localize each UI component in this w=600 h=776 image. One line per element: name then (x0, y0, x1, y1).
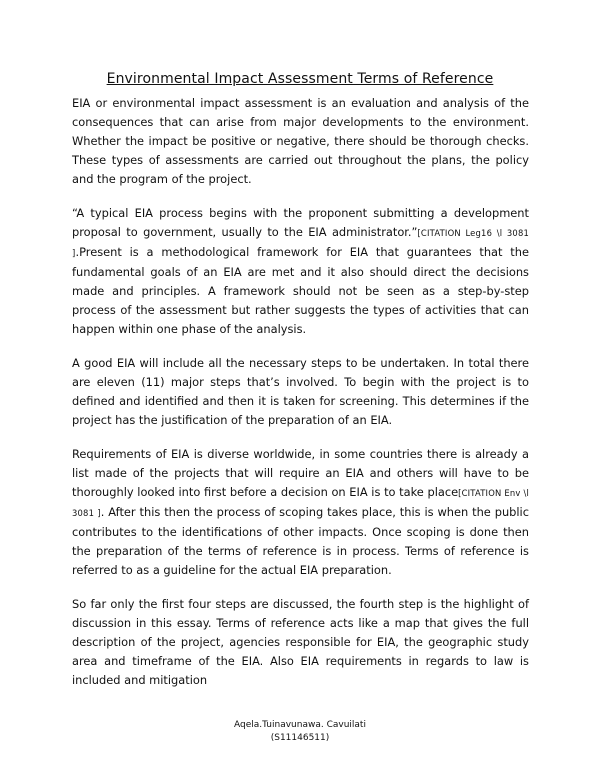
paragraph-3 (72, 354, 529, 430)
citation-env: [CITATION Env \l 3081 ] (72, 488, 529, 518)
paragraph-2 (72, 204, 529, 339)
footer-student-id: (S11146511) (270, 733, 330, 743)
paragraph-4-text-end: . After this then the process of scoping takes place, this is when the public contributes to the identifications of other impacts. Once scoping is done then the preparation of the terms of reference is in process. Terms of reference is referred to as a guideline for the actual EIA preparation. (72, 505, 529, 577)
citation-leg16: [CITATION Leg16 \l 3081 ] (72, 228, 530, 258)
paragraph-2-text-start: “A typical EIA process begins with the proponent submitting a development proposal to government, usually to the EIA administrator.” (72, 206, 529, 239)
paragraph-4-text-start: Requirements of EIA is diverse worldwide, in some countries there is already a list made of the projects that will require an EIA and others will have to be thoroughly looked into first before a decision on EIA is to take place (72, 447, 529, 499)
document-body (72, 94, 529, 705)
paragraph-3-text: A good EIA will include all the necessary steps to be undertaken. In total there are eleven (11) major steps that’s involved. To begin with the project is to defined and identified and then it is taken for screening. This determines if the project has the justification of the preparation of an EIA. (72, 356, 529, 427)
paragraph-4 (72, 445, 529, 580)
paragraph-5-text: So far only the first four steps are discussed, the fourth step is the highlight of discussion in this essay. Terms of reference acts like a map that gives the full description of the project, agencies responsible for EIA, the geographic study area and timeframe of the EIA. Also EIA requirements in regards to law is included and mitigation (72, 597, 529, 687)
page-footer (0, 719, 600, 745)
paragraph-5 (72, 595, 529, 690)
document-title: Environmental Impact Assessment Terms of Reference (106, 71, 494, 87)
paragraph-1-text: EIA or environmental impact assessment is an evaluation and analysis of the consequences that can arise from major developments to the environment. Whether the impact be positive or negative, there should be thorough checks. These types of assessments are carried out throughout the plans, the policy and the program of the project. (72, 96, 529, 186)
paragraph-2-text-end: .Present is a methodological framework for EIA that guarantees that the fundamental goals of an EIA are met and it also should direct the decisions made and principles. A framework should not be seen as a step-by-step process of the assessment but rather suggests the types of activities that can happen within one phase of the analysis. (72, 245, 529, 336)
paragraph-1 (72, 94, 529, 189)
footer-author: Aqela.Tuinavunawa. Cavuilati (234, 720, 366, 730)
